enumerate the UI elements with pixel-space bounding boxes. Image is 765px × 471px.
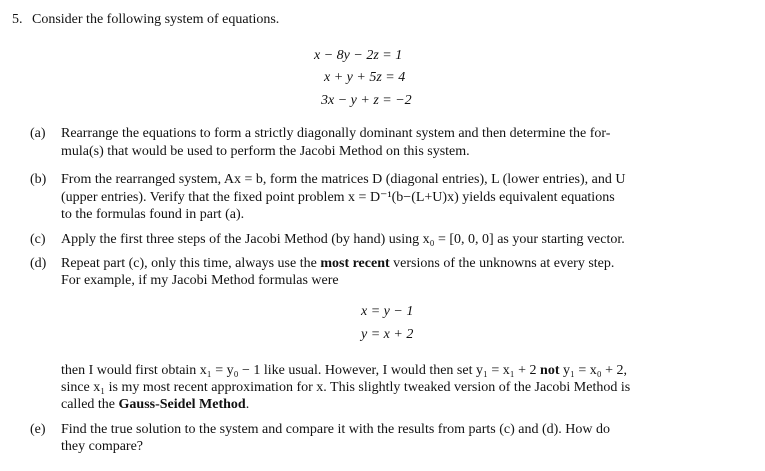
part-b-line2: (upper entries). Verify that the fixed point problem x = D⁻¹(b−(L+U)x) yields equivalent equations <box>61 190 615 205</box>
problem-number: 5. <box>12 12 23 27</box>
part-d-line5-pre: called the <box>61 397 119 412</box>
part-d-line5-post: . <box>245 397 250 412</box>
part-b-line1: From the rearranged system, Ax = b, form the matrices D (diagonal entries), L (lower entries), and U <box>61 172 626 187</box>
part-d-gauss-seidel: Gauss-Seidel Method <box>118 397 246 412</box>
part-d-line1 <box>61 255 614 272</box>
part-d-most-recent: most recent <box>320 256 390 271</box>
example-formula-1: x = y − 1 <box>361 304 414 319</box>
part-d-line4: since x₁ is my most recent approximation for x. This slightly tweaked version of the Jacobi Method is <box>61 380 631 395</box>
part-d-line5 <box>61 396 249 413</box>
part-e-line1: Find the true solution to the system and compare it with the results from parts (c) and (d). How do <box>61 422 611 437</box>
part-d-not: not <box>540 363 560 378</box>
part-a-label: (a) <box>30 126 46 141</box>
part-d-line3-post: y₁ = x₀ + 2, <box>559 363 628 378</box>
equation-2: x + y + 5z = 4 <box>324 70 406 85</box>
example-formula-2: y = x + 2 <box>361 327 414 342</box>
part-d-label: (d) <box>30 256 47 271</box>
part-e-label: (e) <box>30 422 46 437</box>
equation-1: x − 8y − 2z = 1 <box>314 48 403 63</box>
part-d-line3 <box>61 362 627 379</box>
problem-intro: Consider the following system of equations. <box>32 12 280 27</box>
part-d-line1-post: versions of the unknowns at every step. <box>389 256 615 271</box>
part-a-line1: Rearrange the equations to form a strictly diagonally dominant system and then determine the for- <box>61 126 611 141</box>
part-e-line2: they compare? <box>61 439 144 454</box>
part-d-line3-pre: then I would first obtain x₁ = y₀ − 1 like usual. However, I would then set y₁ = x₁ + 2 <box>61 363 541 378</box>
part-c-line1: Apply the first three steps of the Jacobi Method (by hand) using x₀ = [0, 0, 0] as your starting vector. <box>61 232 625 247</box>
part-c-label: (c) <box>30 232 46 247</box>
part-b-line3: to the formulas found in part (a). <box>61 207 245 222</box>
part-d-line1-pre: Repeat part (c), only this time, always use the <box>61 256 321 271</box>
part-a-line2: mula(s) that would be used to perform the Jacobi Method on this system. <box>61 144 470 159</box>
equation-3: 3x − y + z = −2 <box>321 93 412 108</box>
part-b-label: (b) <box>30 172 47 187</box>
part-d-line2: For example, if my Jacobi Method formulas were <box>61 273 339 288</box>
